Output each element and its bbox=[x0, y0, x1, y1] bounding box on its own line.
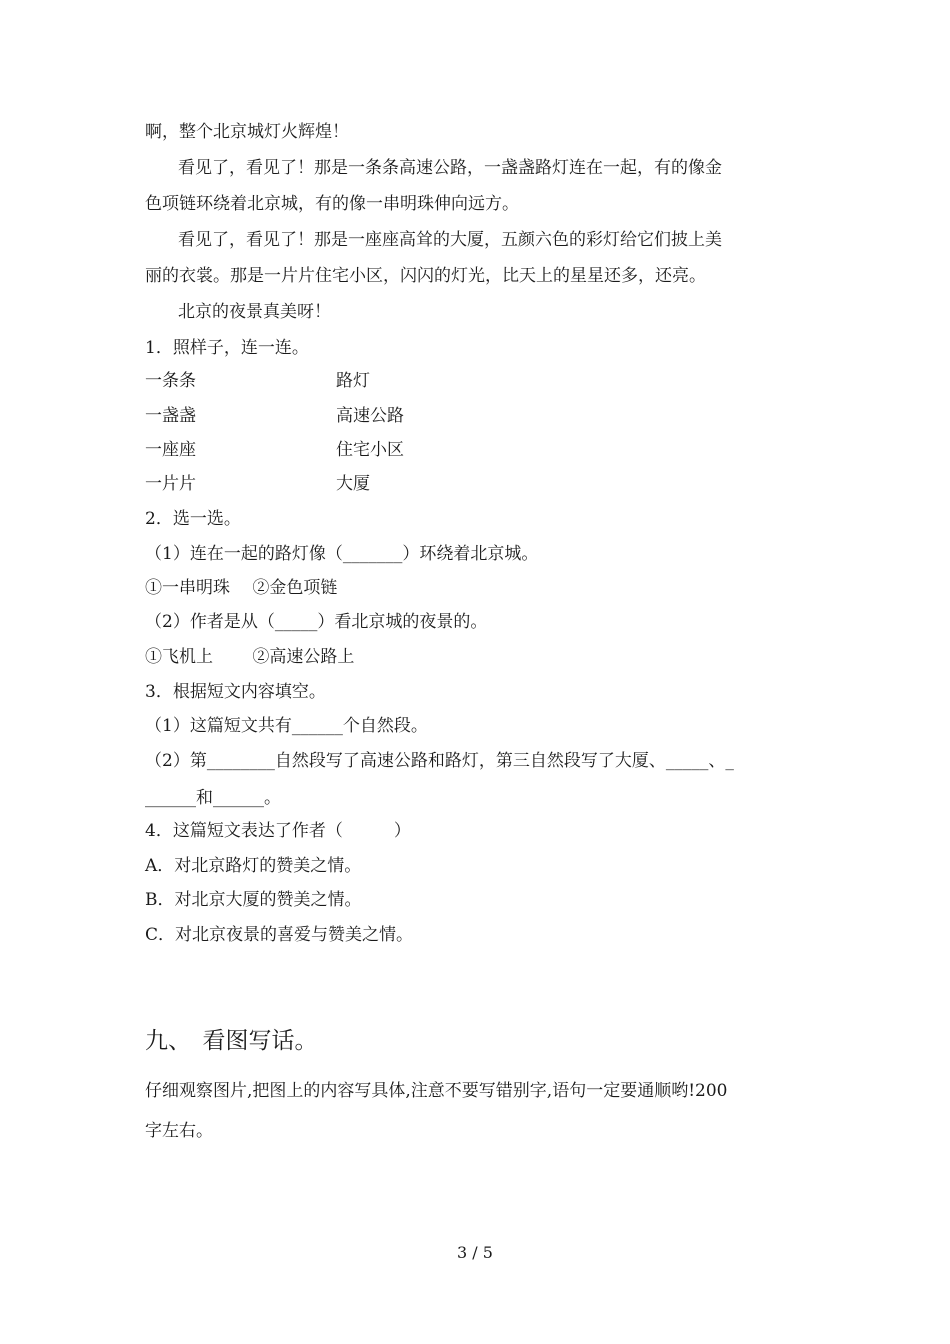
question-4-option: A．对北京路灯的赞美之情。 bbox=[145, 856, 362, 876]
passage-line: 啊，整个北京城灯火辉煌！ bbox=[145, 122, 349, 142]
question-4-option: C．对北京夜景的喜爱与赞美之情。 bbox=[145, 925, 414, 945]
page-number: 3 / 5 bbox=[457, 1243, 493, 1262]
question-1-title: 1．照样子，连一连。 bbox=[145, 338, 309, 358]
match-right-item: 路灯 bbox=[336, 371, 370, 391]
passage-line: 看见了，看见了！那是一条条高速公路，一盏盏路灯连在一起，有的像金 bbox=[178, 158, 722, 178]
question-2-item: （1）连在一起的路灯像（_______）环绕着北京城。 bbox=[145, 544, 539, 564]
match-left-item: 一条条 bbox=[145, 371, 196, 391]
passage-line: 丽的衣裳。那是一片片住宅小区，闪闪的灯光，比天上的星星还多，还亮。 bbox=[145, 266, 706, 286]
passage-line: 北京的夜景真美呀！ bbox=[178, 302, 331, 322]
match-right-item: 高速公路 bbox=[336, 406, 404, 426]
section-instruction-line: 仔细观察图片,把图上的内容写具体,注意不要写错别字,语句一定要通顺哟!200 bbox=[145, 1081, 728, 1101]
match-left-item: 一座座 bbox=[145, 440, 196, 460]
question-3-item: （1）这篇短文共有______个自然段。 bbox=[145, 716, 428, 736]
question-2-options: ①飞机上 ②高速公路上 bbox=[145, 647, 355, 667]
question-2-options: ①一串明珠 ②金色项链 bbox=[145, 578, 338, 598]
question-4-title: 4．这篇短文表达了作者（ ） bbox=[145, 821, 411, 841]
question-3-title: 3．根据短文内容填空。 bbox=[145, 682, 326, 702]
section-heading: 九、 看图写话。 bbox=[145, 1028, 318, 1054]
question-2-title: 2．选一选。 bbox=[145, 509, 241, 529]
question-3-item: ______和______。 bbox=[145, 788, 281, 808]
passage-line: 看见了，看见了！那是一座座高耸的大厦，五颜六色的彩灯给它们披上美 bbox=[178, 230, 722, 250]
match-left-item: 一片片 bbox=[145, 474, 196, 494]
match-left-item: 一盏盏 bbox=[145, 406, 196, 426]
section-instruction-line: 字左右。 bbox=[145, 1121, 213, 1141]
question-2-item: （2）作者是从（_____）看北京城的夜景的。 bbox=[145, 612, 488, 632]
match-right-item: 住宅小区 bbox=[336, 440, 404, 460]
match-right-item: 大厦 bbox=[336, 474, 370, 494]
passage-line: 色项链环绕着北京城，有的像一串明珠伸向远方。 bbox=[145, 194, 519, 214]
question-3-item: （2）第________自然段写了高速公路和路灯，第三自然段写了大厦、_____、_ bbox=[145, 751, 734, 771]
question-4-option: B．对北京大厦的赞美之情。 bbox=[145, 890, 362, 910]
